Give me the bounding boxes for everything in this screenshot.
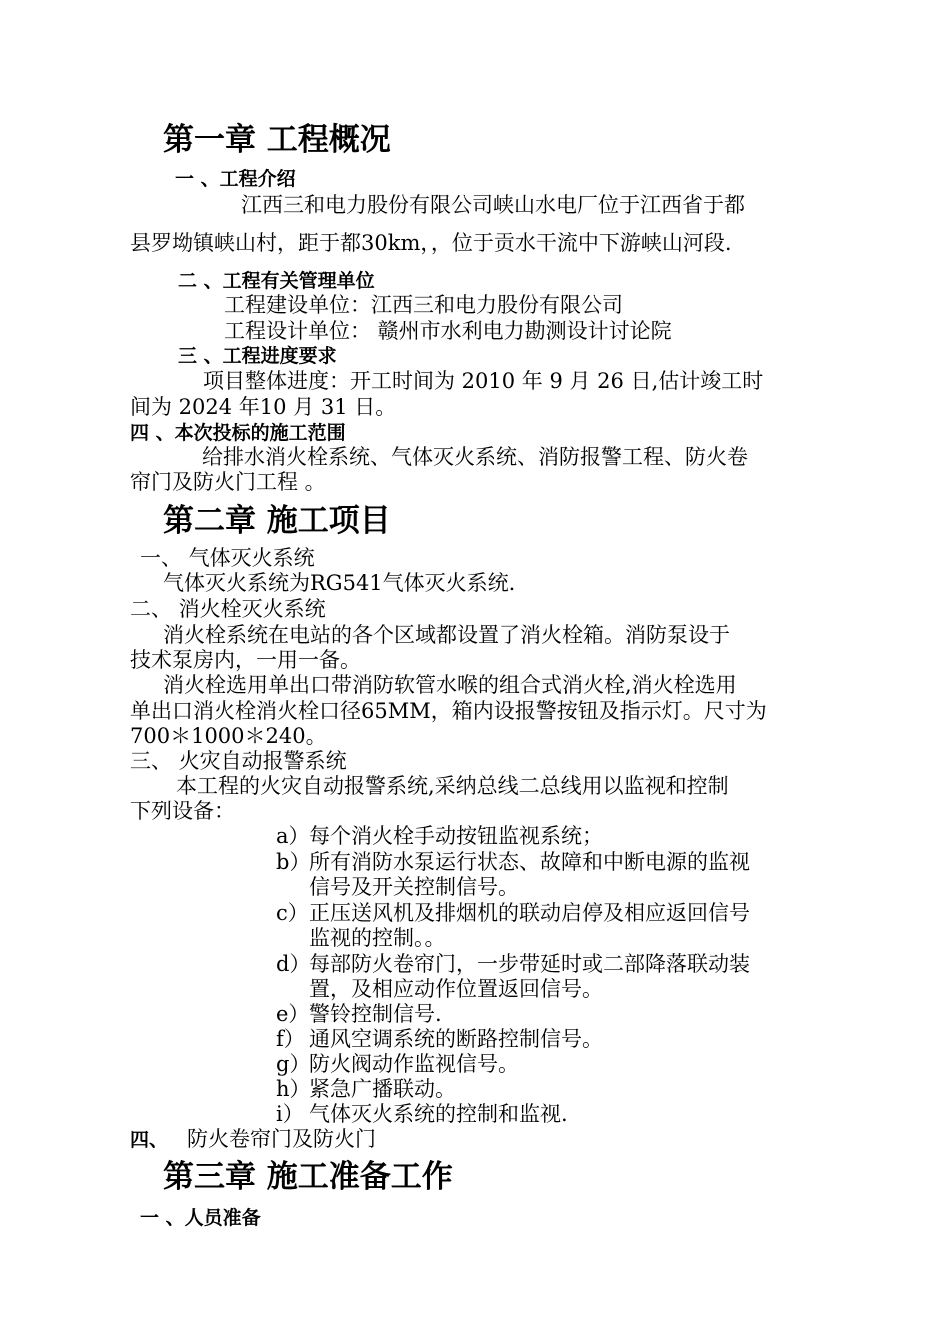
list-item: 每个消火栓手动按钮监视系统；: [309, 824, 603, 848]
paragraph-line: 间为 2024 年10 月 31 日。: [130, 395, 397, 419]
paragraph-line: 本工程的火灾自动报警系统,采纳总线二总线用以监视和控制: [176, 774, 729, 798]
section-heading: 三 、工程进度要求: [178, 345, 337, 367]
list-item: 正压送风机及排烟机的联动启停及相应返回信号: [309, 901, 750, 925]
list-marker: i）: [276, 1102, 304, 1126]
list-item: 每部防火卷帘门，一步带延时或二部降落联动装: [309, 952, 750, 976]
paragraph-line: 700＊1000＊240。: [130, 724, 327, 748]
list-item: 防火阀动作监视信号。: [309, 1052, 519, 1076]
section-heading: 二、 消火栓灭火系统: [130, 597, 326, 621]
paragraph-line: 给排水消火栓系统、气体灭火系统、消防报警工程、防火卷: [202, 445, 748, 469]
list-marker: b）: [276, 850, 311, 874]
chapter-1-title: 第一章 工程概况: [163, 122, 391, 158]
paragraph-line: 帘门及防火门工程 。: [130, 470, 326, 494]
chapter-3-title: 第三章 施工准备工作: [163, 1159, 453, 1195]
list-item-continuation: 信号及开关控制信号。: [309, 875, 519, 899]
paragraph-line: 项目整体进度：开工时间为 2010 年 9 月 26 日,估计竣工时: [203, 369, 764, 393]
list-item: 警铃控制信号.: [309, 1002, 442, 1026]
section-heading: 一 、工程介绍: [175, 168, 296, 190]
paragraph-line: 县罗坳镇峡山村，距于都30km，，位于贡水干流中下游峡山河段.: [130, 231, 732, 255]
paragraph-line: 技术泵房内，一用一备。: [130, 648, 361, 672]
list-marker: d）: [276, 952, 311, 976]
list-item: 所有消防水泵运行状态、故障和中断电源的监视: [309, 850, 750, 874]
list-marker: h）: [276, 1077, 311, 1101]
section-number: 四、: [130, 1129, 169, 1151]
list-item: 通风空调系统的断路控制信号。: [309, 1027, 603, 1051]
paragraph-line: 江西三和电力股份有限公司峡山水电厂位于江西省于都: [241, 193, 745, 217]
list-marker: e）: [276, 1002, 310, 1026]
chapter-2-title: 第二章 施工项目: [163, 503, 391, 539]
paragraph-line: 工程建设单位：江西三和电力股份有限公司: [224, 293, 623, 317]
paragraph-line: 消火栓选用单出口带消防软管水喉的组合式消火栓,消火栓选用: [163, 673, 737, 697]
paragraph-line: 工程设计单位： 赣州市水利电力勘测设计讨论院: [224, 319, 672, 343]
list-marker: a）: [276, 824, 310, 848]
paragraph-line: 气体灭火系统为RG541气体灭火系统.: [163, 571, 516, 595]
section-heading: 二 、工程有关管理单位: [178, 270, 375, 292]
list-marker: c）: [276, 901, 309, 925]
paragraph-line: 单出口消火栓消火栓口径65MM，箱内设报警按钮及指示灯。尺寸为: [130, 699, 767, 723]
paragraph-line: 消火栓系统在电站的各个区域都设置了消火栓箱。消防泵设于: [163, 623, 730, 647]
list-item: 气体灭火系统的控制和监视.: [309, 1102, 568, 1126]
section-heading: 四 、本次投标的施工范围: [130, 422, 346, 444]
list-item-continuation: 置，及相应动作位置返回信号。: [309, 977, 603, 1001]
list-marker: g）: [276, 1052, 311, 1076]
list-item-continuation: 监视的控制。。: [309, 926, 446, 950]
section-heading: 一、 气体灭火系统: [140, 546, 315, 570]
section-heading: 一 、人员准备: [140, 1207, 261, 1229]
list-marker: f）: [276, 1027, 305, 1051]
section-heading: 防火卷帘门及防火门: [187, 1127, 376, 1151]
list-item: 紧急广播联动。: [309, 1077, 456, 1101]
paragraph-line: 下列设备：: [130, 799, 235, 823]
section-heading: 三、 火灾自动报警系统: [130, 749, 347, 773]
